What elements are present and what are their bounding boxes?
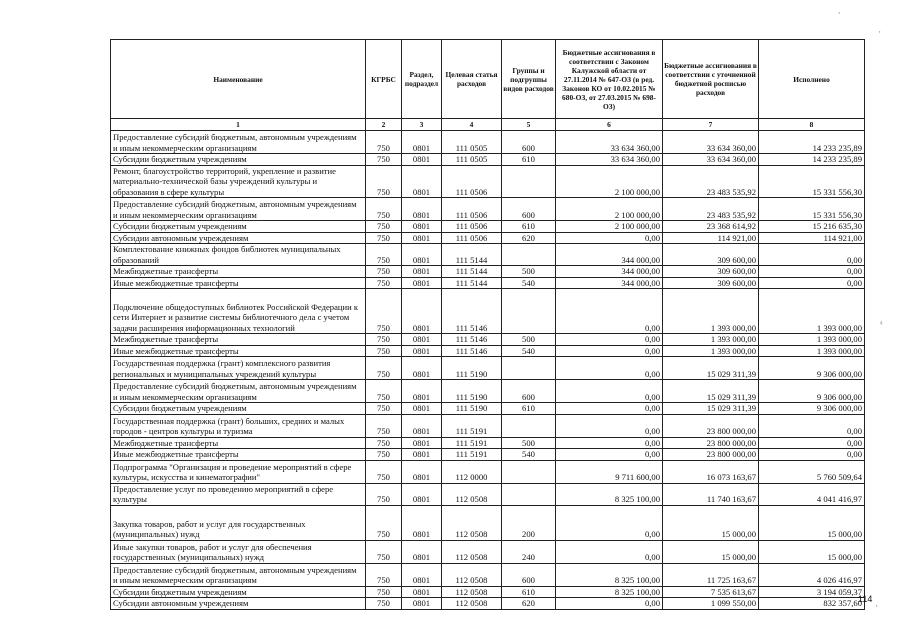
table-row bbox=[111, 345, 865, 357]
cell-executed-amount: 0,00 bbox=[759, 277, 865, 289]
cell-kgrbs: 750 bbox=[366, 165, 402, 198]
table-row bbox=[111, 598, 865, 610]
cell-refined-amount: 309 600,00 bbox=[663, 266, 759, 278]
cell-refined-amount: 11 725 163,67 bbox=[663, 563, 759, 586]
cell-law-amount: 8 325 100,00 bbox=[556, 586, 663, 598]
table-row bbox=[111, 540, 865, 563]
cell-section: 0801 bbox=[402, 154, 442, 166]
cell-refined-amount: 33 634 360,00 bbox=[663, 154, 759, 166]
cell-kgrbs: 750 bbox=[366, 483, 402, 505]
cell-group: 600 bbox=[502, 131, 556, 154]
cell-executed-amount: 5 760 509,64 bbox=[759, 460, 865, 483]
table-row bbox=[111, 380, 865, 403]
cell-target: 111 0505 bbox=[442, 131, 502, 154]
cell-target: 111 5144 bbox=[442, 266, 502, 278]
cell-law-amount: 0,00 bbox=[556, 414, 663, 437]
cell-law-amount: 2 100 000,00 bbox=[556, 165, 663, 198]
cell-refined-amount: 309 600,00 bbox=[663, 244, 759, 266]
cell-group bbox=[502, 357, 556, 380]
header-kgrbs: КГРБС bbox=[366, 40, 402, 119]
table-header-row bbox=[111, 40, 865, 119]
budget-table bbox=[110, 39, 865, 610]
table-row bbox=[111, 437, 865, 449]
cell-target: 111 0506 bbox=[442, 232, 502, 244]
table-row bbox=[111, 165, 865, 198]
table-row bbox=[111, 266, 865, 278]
cell-name: Государственная поддержка (грант) комплексного развития региональных и муниципальных учреждений культуры bbox=[111, 357, 366, 380]
cell-section: 0801 bbox=[402, 586, 442, 598]
cell-target: 111 0506 bbox=[442, 165, 502, 198]
cell-name: Межбюджетные трансферты bbox=[111, 437, 366, 449]
cell-section: 0801 bbox=[402, 232, 442, 244]
header-group: Группы и подгруппы видов расходов bbox=[502, 40, 556, 119]
cell-executed-amount: 4 041 416,97 bbox=[759, 483, 865, 505]
cell-kgrbs: 750 bbox=[366, 380, 402, 403]
cell-target: 112 0508 bbox=[442, 563, 502, 586]
cell-target: 111 0506 bbox=[442, 221, 502, 233]
cell-refined-amount: 23 800 000,00 bbox=[663, 449, 759, 461]
cell-executed-amount: 9 306 000,00 bbox=[759, 380, 865, 403]
cell-law-amount: 0,00 bbox=[556, 449, 663, 461]
cell-target: 112 0000 bbox=[442, 460, 502, 483]
cell-executed-amount: 4 026 416,97 bbox=[759, 563, 865, 586]
cell-kgrbs: 750 bbox=[366, 266, 402, 278]
cell-executed-amount: 15 000,00 bbox=[759, 505, 865, 540]
cell-law-amount: 0,00 bbox=[556, 540, 663, 563]
cell-kgrbs: 750 bbox=[366, 460, 402, 483]
cell-target: 111 0506 bbox=[442, 198, 502, 221]
cell-refined-amount: 23 800 000,00 bbox=[663, 414, 759, 437]
cell-target: 111 5146 bbox=[442, 334, 502, 346]
cell-executed-amount: 114 921,00 bbox=[759, 232, 865, 244]
column-number: 6 bbox=[556, 119, 663, 131]
cell-refined-amount: 309 600,00 bbox=[663, 277, 759, 289]
table-row bbox=[111, 221, 865, 233]
scan-mark: ' bbox=[876, 604, 878, 613]
cell-law-amount: 0,00 bbox=[556, 289, 663, 334]
cell-name: Предоставление услуг по проведению мероприятий в сфере культуры bbox=[111, 483, 366, 505]
table-row bbox=[111, 131, 865, 154]
column-number: 7 bbox=[663, 119, 759, 131]
table-row bbox=[111, 505, 865, 540]
cell-executed-amount: 3 194 059,37 bbox=[759, 586, 865, 598]
cell-group: 610 bbox=[502, 221, 556, 233]
cell-executed-amount: 0,00 bbox=[759, 266, 865, 278]
cell-name: Ремонт, благоустройство территорий, укрепление и развитие материально-технической базы учреждений культуры и образования в сфере культуры bbox=[111, 165, 366, 198]
cell-section: 0801 bbox=[402, 345, 442, 357]
cell-law-amount: 2 100 000,00 bbox=[556, 221, 663, 233]
cell-section: 0801 bbox=[402, 357, 442, 380]
cell-name: Иные межбюджетные трансферты bbox=[111, 277, 366, 289]
cell-name: Субсидии автономным учреждениям bbox=[111, 598, 366, 610]
cell-target: 112 0508 bbox=[442, 505, 502, 540]
scan-mark: ' bbox=[879, 30, 881, 39]
cell-name: Подпрограмма "Организация и проведение мероприятий в сфере культуры, искусства и кинематографии" bbox=[111, 460, 366, 483]
cell-name: Подключение общедоступных библиотек Российской Федерации к сети Интернет и развитие системы библиотечного дела с учетом задачи расширения информационных технологий bbox=[111, 289, 366, 334]
cell-executed-amount: 1 393 000,00 bbox=[759, 289, 865, 334]
cell-kgrbs: 750 bbox=[366, 154, 402, 166]
cell-target: 111 5146 bbox=[442, 289, 502, 334]
cell-section: 0801 bbox=[402, 334, 442, 346]
cell-section: 0801 bbox=[402, 563, 442, 586]
cell-refined-amount: 15 000,00 bbox=[663, 505, 759, 540]
cell-target: 112 0508 bbox=[442, 483, 502, 505]
cell-kgrbs: 750 bbox=[366, 277, 402, 289]
table-row bbox=[111, 198, 865, 221]
cell-target: 112 0508 bbox=[442, 540, 502, 563]
column-number: 5 bbox=[502, 119, 556, 131]
cell-executed-amount: 0,00 bbox=[759, 449, 865, 461]
table-row bbox=[111, 563, 865, 586]
cell-law-amount: 0,00 bbox=[556, 437, 663, 449]
cell-kgrbs: 750 bbox=[366, 221, 402, 233]
cell-group: 610 bbox=[502, 586, 556, 598]
cell-name: Государственная поддержка (грант) больших, средних и малых городов - центров культуры и туризма bbox=[111, 414, 366, 437]
table-row bbox=[111, 289, 865, 334]
cell-name: Субсидии бюджетным учреждениям bbox=[111, 403, 366, 415]
cell-section: 0801 bbox=[402, 198, 442, 221]
cell-law-amount: 2 100 000,00 bbox=[556, 198, 663, 221]
cell-target: 111 5190 bbox=[442, 380, 502, 403]
cell-target: 112 0508 bbox=[442, 586, 502, 598]
cell-target: 111 5144 bbox=[442, 277, 502, 289]
cell-refined-amount: 15 029 311,39 bbox=[663, 380, 759, 403]
header-name: Наименование bbox=[111, 40, 366, 119]
cell-executed-amount: 832 357,60 bbox=[759, 598, 865, 610]
cell-name: Субсидии бюджетным учреждениям bbox=[111, 221, 366, 233]
cell-law-amount: 9 711 600,00 bbox=[556, 460, 663, 483]
cell-kgrbs: 750 bbox=[366, 244, 402, 266]
cell-kgrbs: 750 bbox=[366, 505, 402, 540]
cell-group: 540 bbox=[502, 277, 556, 289]
cell-name: Иные межбюджетные трансферты bbox=[111, 449, 366, 461]
cell-law-amount: 8 325 100,00 bbox=[556, 483, 663, 505]
cell-kgrbs: 750 bbox=[366, 586, 402, 598]
cell-name: Субсидии автономным учреждениям bbox=[111, 232, 366, 244]
table-row bbox=[111, 483, 865, 505]
cell-kgrbs: 750 bbox=[366, 598, 402, 610]
cell-refined-amount: 1 393 000,00 bbox=[663, 289, 759, 334]
column-number: 2 bbox=[366, 119, 402, 131]
cell-target: 111 5146 bbox=[442, 345, 502, 357]
cell-group: 620 bbox=[502, 232, 556, 244]
cell-refined-amount: 15 029 311,39 bbox=[663, 403, 759, 415]
cell-executed-amount: 0,00 bbox=[759, 437, 865, 449]
cell-refined-amount: 15 000,00 bbox=[663, 540, 759, 563]
cell-target: 111 5190 bbox=[442, 357, 502, 380]
cell-group: 540 bbox=[502, 449, 556, 461]
cell-group bbox=[502, 289, 556, 334]
cell-kgrbs: 750 bbox=[366, 131, 402, 154]
header-section: Раздел, подраздел bbox=[402, 40, 442, 119]
cell-refined-amount: 23 483 535,92 bbox=[663, 165, 759, 198]
cell-section: 0801 bbox=[402, 266, 442, 278]
cell-law-amount: 344 000,00 bbox=[556, 277, 663, 289]
cell-kgrbs: 750 bbox=[366, 414, 402, 437]
cell-kgrbs: 750 bbox=[366, 334, 402, 346]
cell-refined-amount: 23 483 535,92 bbox=[663, 198, 759, 221]
cell-section: 0801 bbox=[402, 221, 442, 233]
cell-kgrbs: 750 bbox=[366, 198, 402, 221]
cell-refined-amount: 1 393 000,00 bbox=[663, 345, 759, 357]
table-row bbox=[111, 460, 865, 483]
scan-mark: ‹ bbox=[880, 318, 883, 327]
cell-executed-amount: 9 306 000,00 bbox=[759, 357, 865, 380]
cell-executed-amount: 14 233 235,89 bbox=[759, 131, 865, 154]
header-refined: Бюджетные ассигнования в соответствии с уточненной бюджетной росписью расходов bbox=[663, 40, 759, 119]
column-number: 1 bbox=[111, 119, 366, 131]
cell-kgrbs: 750 bbox=[366, 289, 402, 334]
cell-section: 0801 bbox=[402, 131, 442, 154]
cell-refined-amount: 23 800 000,00 bbox=[663, 437, 759, 449]
cell-section: 0801 bbox=[402, 598, 442, 610]
cell-name: Предоставление субсидий бюджетным, автономным учреждениям и иным некоммерческим организациям bbox=[111, 380, 366, 403]
cell-law-amount: 0,00 bbox=[556, 357, 663, 380]
scan-mark: , bbox=[838, 6, 841, 15]
cell-refined-amount: 11 740 163,67 bbox=[663, 483, 759, 505]
cell-target: 112 0508 bbox=[442, 598, 502, 610]
column-number: 3 bbox=[402, 119, 442, 131]
cell-executed-amount: 0,00 bbox=[759, 414, 865, 437]
cell-group: 600 bbox=[502, 563, 556, 586]
cell-refined-amount: 114 921,00 bbox=[663, 232, 759, 244]
cell-group bbox=[502, 414, 556, 437]
table-row bbox=[111, 403, 865, 415]
cell-executed-amount: 9 306 000,00 bbox=[759, 403, 865, 415]
cell-group: 500 bbox=[502, 334, 556, 346]
cell-kgrbs: 750 bbox=[366, 563, 402, 586]
cell-section: 0801 bbox=[402, 540, 442, 563]
table-row bbox=[111, 357, 865, 380]
cell-section: 0801 bbox=[402, 380, 442, 403]
cell-kgrbs: 750 bbox=[366, 540, 402, 563]
cell-refined-amount: 7 535 613,67 bbox=[663, 586, 759, 598]
cell-group: 540 bbox=[502, 345, 556, 357]
cell-executed-amount: 1 393 000,00 bbox=[759, 345, 865, 357]
cell-group bbox=[502, 165, 556, 198]
cell-name: Закупка товаров, работ и услуг для государственных (муниципальных) нужд bbox=[111, 505, 366, 540]
cell-executed-amount: 15 331 556,30 bbox=[759, 165, 865, 198]
table-row bbox=[111, 334, 865, 346]
table-row bbox=[111, 414, 865, 437]
cell-law-amount: 0,00 bbox=[556, 345, 663, 357]
cell-kgrbs: 750 bbox=[366, 403, 402, 415]
cell-kgrbs: 750 bbox=[366, 357, 402, 380]
cell-target: 111 5191 bbox=[442, 449, 502, 461]
cell-section: 0801 bbox=[402, 483, 442, 505]
cell-refined-amount: 23 368 614,92 bbox=[663, 221, 759, 233]
cell-group: 600 bbox=[502, 198, 556, 221]
cell-law-amount: 33 634 360,00 bbox=[556, 131, 663, 154]
cell-group bbox=[502, 483, 556, 505]
table-row bbox=[111, 277, 865, 289]
table-row bbox=[111, 449, 865, 461]
cell-executed-amount: 15 216 635,30 bbox=[759, 221, 865, 233]
cell-group: 610 bbox=[502, 403, 556, 415]
cell-name: Предоставление субсидий бюджетным, автономным учреждениям и иным некоммерческим организациям bbox=[111, 563, 366, 586]
cell-refined-amount: 33 634 360,00 bbox=[663, 131, 759, 154]
cell-law-amount: 0,00 bbox=[556, 505, 663, 540]
cell-kgrbs: 750 bbox=[366, 345, 402, 357]
cell-executed-amount: 14 233 235,89 bbox=[759, 154, 865, 166]
cell-target: 111 5190 bbox=[442, 403, 502, 415]
column-number-row bbox=[111, 119, 865, 131]
table-body bbox=[111, 131, 865, 610]
cell-refined-amount: 16 073 163,67 bbox=[663, 460, 759, 483]
cell-name: Иные закупки товаров, работ и услуг для обеспечения государственных (муниципальных) нужд bbox=[111, 540, 366, 563]
cell-law-amount: 0,00 bbox=[556, 598, 663, 610]
cell-executed-amount: 1 393 000,00 bbox=[759, 334, 865, 346]
cell-target: 111 5191 bbox=[442, 414, 502, 437]
table-row bbox=[111, 232, 865, 244]
cell-group: 240 bbox=[502, 540, 556, 563]
cell-law-amount: 344 000,00 bbox=[556, 244, 663, 266]
header-law: Бюджетные ассигнования в соответствии с Законом Калужской области от 27.11.2014 № 647-ОЗ (в ред. Законов КО от 10.02.2015 № 680-ОЗ, от 27.03.2015 № 698-ОЗ) bbox=[556, 40, 663, 119]
cell-target: 111 5144 bbox=[442, 244, 502, 266]
table-row bbox=[111, 154, 865, 166]
cell-law-amount: 8 325 100,00 bbox=[556, 563, 663, 586]
cell-law-amount: 0,00 bbox=[556, 232, 663, 244]
cell-name: Субсидии бюджетным учреждениям bbox=[111, 586, 366, 598]
cell-refined-amount: 1 393 000,00 bbox=[663, 334, 759, 346]
cell-executed-amount: 15 331 556,30 bbox=[759, 198, 865, 221]
cell-law-amount: 33 634 360,00 bbox=[556, 154, 663, 166]
cell-kgrbs: 750 bbox=[366, 437, 402, 449]
table-row bbox=[111, 244, 865, 266]
cell-group: 500 bbox=[502, 266, 556, 278]
cell-executed-amount: 15 000,00 bbox=[759, 540, 865, 563]
cell-group: 500 bbox=[502, 437, 556, 449]
cell-name: Межбюджетные трансферты bbox=[111, 266, 366, 278]
cell-section: 0801 bbox=[402, 277, 442, 289]
cell-section: 0801 bbox=[402, 437, 442, 449]
cell-law-amount: 0,00 bbox=[556, 403, 663, 415]
cell-name: Предоставление субсидий бюджетным, автономным учреждениям и иным некоммерческим организациям bbox=[111, 131, 366, 154]
table-row bbox=[111, 586, 865, 598]
cell-law-amount: 344 000,00 bbox=[556, 266, 663, 278]
cell-name: Иные межбюджетные трансферты bbox=[111, 345, 366, 357]
cell-section: 0801 bbox=[402, 244, 442, 266]
column-number: 4 bbox=[442, 119, 502, 131]
cell-executed-amount: 0,00 bbox=[759, 244, 865, 266]
cell-name: Межбюджетные трансферты bbox=[111, 334, 366, 346]
cell-law-amount: 0,00 bbox=[556, 334, 663, 346]
cell-law-amount: 0,00 bbox=[556, 380, 663, 403]
cell-section: 0801 bbox=[402, 414, 442, 437]
cell-name: Субсидии бюджетным учреждениям bbox=[111, 154, 366, 166]
cell-name: Предоставление субсидий бюджетным, автономным учреждениям и иным некоммерческим организациям bbox=[111, 198, 366, 221]
cell-group bbox=[502, 460, 556, 483]
cell-target: 111 5191 bbox=[442, 437, 502, 449]
header-executed: Исполнено bbox=[759, 40, 865, 119]
column-number: 8 bbox=[759, 119, 865, 131]
cell-section: 0801 bbox=[402, 460, 442, 483]
cell-group: 600 bbox=[502, 380, 556, 403]
cell-refined-amount: 15 029 311,39 bbox=[663, 357, 759, 380]
cell-section: 0801 bbox=[402, 403, 442, 415]
cell-group: 620 bbox=[502, 598, 556, 610]
cell-target: 111 0505 bbox=[442, 154, 502, 166]
page-number: 114 bbox=[858, 594, 873, 604]
cell-kgrbs: 750 bbox=[366, 449, 402, 461]
cell-name: Комплектование книжных фондов библиотек муниципальных образований bbox=[111, 244, 366, 266]
cell-refined-amount: 1 099 550,00 bbox=[663, 598, 759, 610]
cell-section: 0801 bbox=[402, 505, 442, 540]
cell-group: 610 bbox=[502, 154, 556, 166]
cell-section: 0801 bbox=[402, 289, 442, 334]
cell-group: 200 bbox=[502, 505, 556, 540]
header-target: Целевая статья расходов bbox=[442, 40, 502, 119]
cell-group bbox=[502, 244, 556, 266]
cell-section: 0801 bbox=[402, 449, 442, 461]
cell-section: 0801 bbox=[402, 165, 442, 198]
cell-kgrbs: 750 bbox=[366, 232, 402, 244]
